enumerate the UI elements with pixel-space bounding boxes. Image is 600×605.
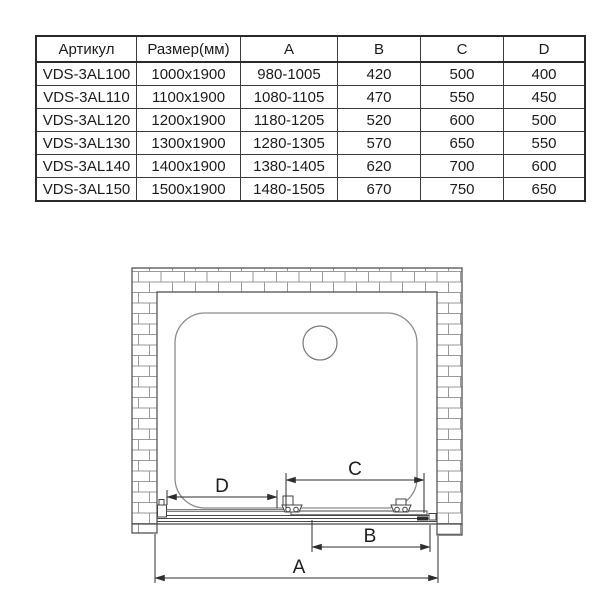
table-row <box>36 178 585 202</box>
table-row <box>36 155 585 178</box>
cell-d: 450 <box>504 86 586 109</box>
cell-d: 650 <box>504 178 586 202</box>
roller-right <box>391 499 411 512</box>
cell-c: 750 <box>421 178 504 202</box>
cell-article: VDS-3AL130 <box>36 132 137 155</box>
door-rail <box>132 516 462 525</box>
cell-b: 520 <box>338 109 421 132</box>
cell-article: VDS-3AL140 <box>36 155 137 178</box>
cell-size: 1100x1900 <box>137 86 241 109</box>
shower-tray <box>175 313 417 508</box>
header-a: A <box>241 36 338 62</box>
cell-article: VDS-3AL110 <box>36 86 137 109</box>
dimension-a-label: A <box>292 557 306 578</box>
cell-size: 1500x1900 <box>137 178 241 202</box>
table-row <box>36 86 585 109</box>
cell-size: 1300x1900 <box>137 132 241 155</box>
cell-b: 470 <box>338 86 421 109</box>
cell-d: 500 <box>504 109 586 132</box>
header-d: D <box>504 36 586 62</box>
installation-diagram-container <box>0 250 600 600</box>
roller-left <box>282 496 302 512</box>
cell-a: 1180-1205 <box>241 109 338 132</box>
header-size: Размер(мм) <box>137 36 241 62</box>
cell-a: 1280-1305 <box>241 132 338 155</box>
cell-a: 1480-1505 <box>241 178 338 202</box>
cell-a: 1080-1105 <box>241 86 338 109</box>
drain-circle <box>303 326 337 360</box>
header-c: C <box>421 36 504 62</box>
cell-d: 400 <box>504 62 586 86</box>
cell-d: 550 <box>504 132 586 155</box>
cell-c: 500 <box>421 62 504 86</box>
cell-c: 700 <box>421 155 504 178</box>
cell-size: 1200x1900 <box>137 109 241 132</box>
cell-c: 600 <box>421 109 504 132</box>
dimension-b <box>312 520 430 552</box>
table-row <box>36 62 585 86</box>
table-row <box>36 132 585 155</box>
dimension-c-label: C <box>348 459 362 480</box>
spec-table <box>35 35 586 202</box>
table-row <box>36 109 585 132</box>
dimension-a <box>155 534 438 583</box>
table-header-row <box>36 36 585 62</box>
cell-c: 650 <box>421 132 504 155</box>
cell-b: 670 <box>338 178 421 202</box>
header-b: B <box>338 36 421 62</box>
cell-b: 620 <box>338 155 421 178</box>
cell-b: 420 <box>338 62 421 86</box>
dimension-d-label: D <box>215 476 229 497</box>
dimension-d <box>167 476 277 508</box>
cell-c: 550 <box>421 86 504 109</box>
cell-article: VDS-3AL150 <box>36 178 137 202</box>
cell-b: 570 <box>338 132 421 155</box>
cell-article: VDS-3AL120 <box>36 109 137 132</box>
installation-diagram <box>0 250 600 600</box>
dimension-b-label: B <box>363 526 377 547</box>
fixed-panel <box>163 510 291 512</box>
cell-a: 980-1005 <box>241 62 338 86</box>
cell-article: VDS-3AL100 <box>36 62 137 86</box>
cell-d: 600 <box>504 155 586 178</box>
cell-size: 1000x1900 <box>137 62 241 86</box>
cell-a: 1380-1405 <box>241 155 338 178</box>
header-article: Артикул <box>36 36 137 62</box>
cell-size: 1400x1900 <box>137 155 241 178</box>
wall-profile-left <box>158 500 167 518</box>
